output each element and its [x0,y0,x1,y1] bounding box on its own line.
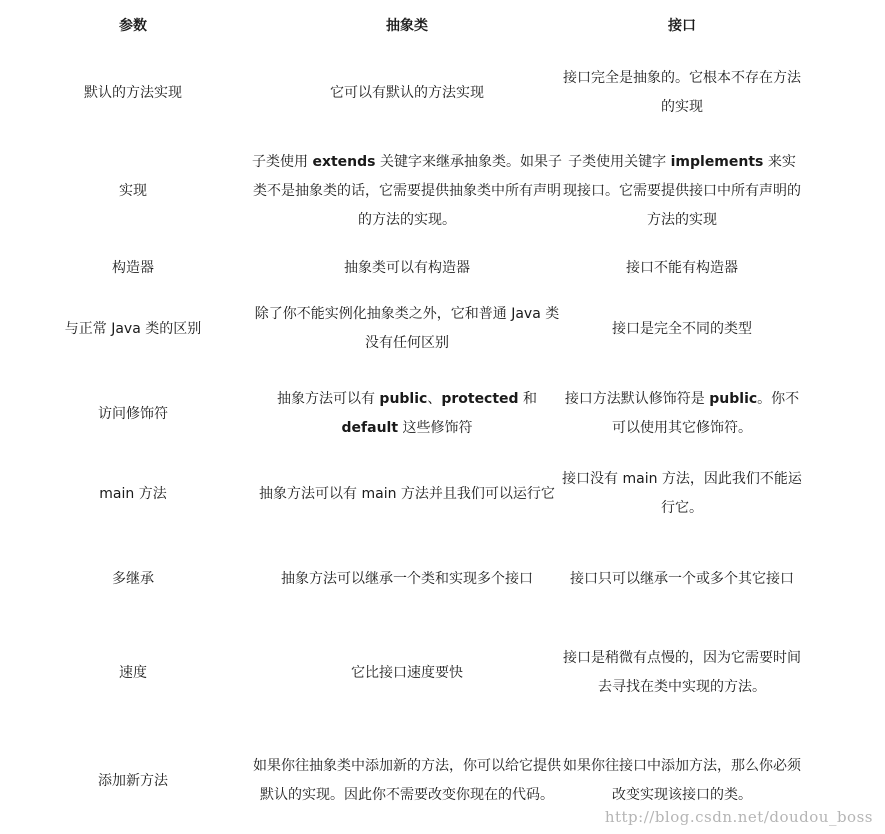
table-row [0,376,885,452]
header-param: 参数 [119,17,147,34]
cell-abstract: 如果你往抽象类中添加新的方法，你可以给它提供默认的实现。因此你不需要改变你现在的代码。 [253,758,561,803]
cell-abstract: 除了你不能实例化抽象类之外，它和普通 Java 类没有任何区别 [254,306,560,351]
cell-param: 速度 [119,664,147,681]
watermark-url: http://blog.csdn.net/doudou_boss [604,808,873,826]
cell-interface: 接口只可以继承一个或多个其它接口 [570,570,794,587]
cell-abstract: 它比接口速度要快 [351,664,463,681]
cell-abstract: 抽象类可以有构造器 [344,259,470,276]
cell-param: 添加新方法 [98,772,168,789]
cell-abstract: 它可以有默认的方法实现 [330,84,484,101]
table-row [0,456,885,532]
cell-interface: 接口方法默认修饰符是 public。你不可以使用其它修饰符。 [564,391,800,436]
cell-interface: 子类使用关键字 implements 来实现接口。它需要提供接口中所有声明的方法的实现 [563,153,801,228]
cell-abstract: 子类使用 extends 关键字来继承抽象类。如果子类不是抽象类的话，它需要提供抽象类中所有声明的方法的实现。 [252,153,562,228]
cell-param: 访问修饰符 [98,405,168,422]
header-abstract: 抽象类 [386,17,428,34]
cell-param: 多继承 [112,570,154,587]
table-row [0,240,885,296]
cell-param: 与正常 Java 类的区别 [64,320,202,337]
cell-interface: 接口没有 main 方法，因此我们不能运行它。 [562,471,802,516]
cell-abstract: 抽象方法可以继承一个类和实现多个接口 [281,570,533,587]
header-interface: 接口 [668,17,696,34]
table-row [0,536,885,622]
cell-interface: 如果你往接口中添加方法，那么你必须改变实现该接口的类。 [563,758,801,803]
cell-interface: 接口不能有构造器 [626,259,738,276]
cell-param: 实现 [119,182,147,199]
cell-interface: 接口完全是抽象的。它根本不存在方法的实现 [563,70,801,115]
header-row [0,8,885,44]
cell-param: 构造器 [112,259,154,276]
cell-interface: 接口是稍微有点慢的，因为它需要时间去寻找在类中实现的方法。 [563,650,801,695]
cell-abstract: 抽象方法可以有 public、protected 和 default 这些修饰符 [276,391,538,436]
table-row [0,146,885,236]
table-row [0,296,885,362]
cell-abstract: 抽象方法可以有 main 方法并且我们可以运行它 [259,485,555,502]
table-row [0,626,885,720]
table-row [0,58,885,128]
cell-param: main 方法 [99,485,167,502]
cell-param: 默认的方法实现 [84,84,182,101]
cell-interface: 接口是完全不同的类型 [612,320,752,337]
